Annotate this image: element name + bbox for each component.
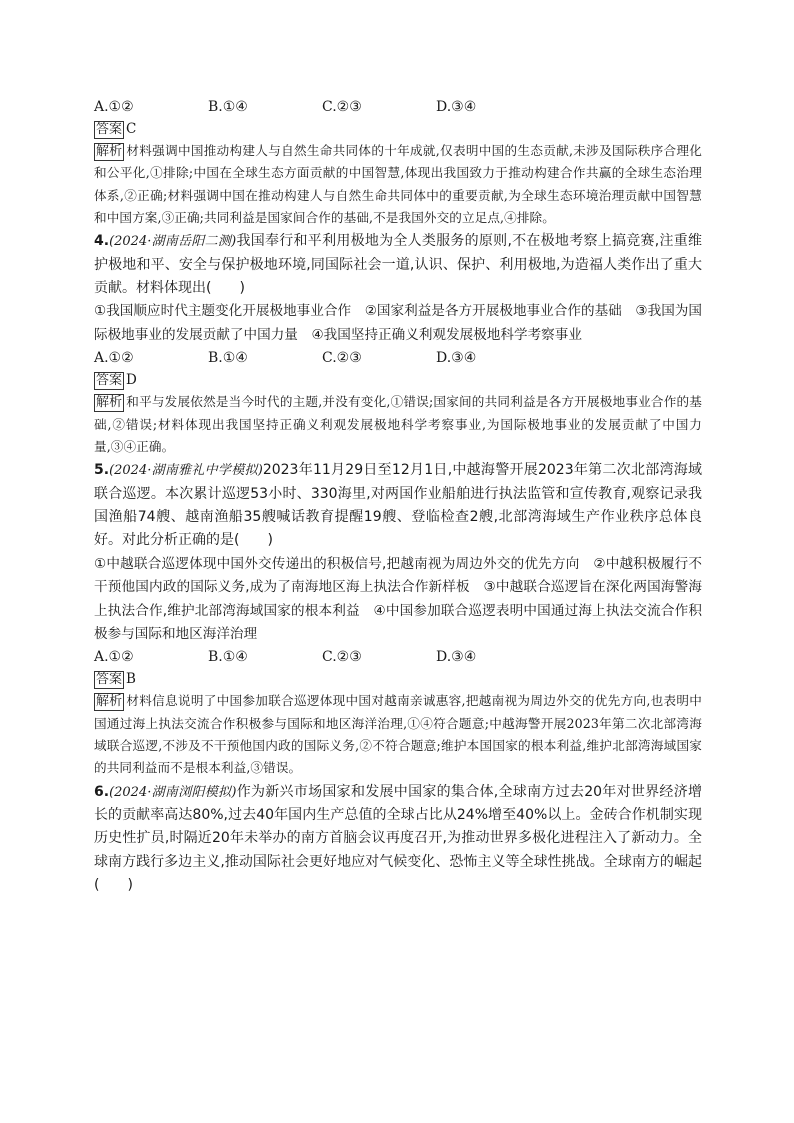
options-row — [94, 646, 702, 668]
question-number: 5. — [94, 462, 110, 479]
question-number: 4. — [94, 233, 110, 250]
explanation-text: 材料强调中国推动构建人与自然生命共同体的十年成就,仅表明中国的生态贡献,未涉及国际秩序合理化和公平化,①排除;中国在全球生态方面贡献的中国智慧,体现出我国致力于推动构建合作共赢的全球生态治理体系,②正确;材料强调中国在推动构建人与自然生命共同体中的重要贡献,为全球生态环境治理贡献中国智慧和中国方案,③正确;共同利益是国家间合作的基础,不是我国外交的立足点,④排除。 — [94, 143, 702, 225]
question-4-statements: ①我国顺应时代主题变化开展极地事业合作 ②国家利益是各方开展极地事业合作的基础 ③我国为国际极地事业的发展贡献了中国力量 ④我国坚持正确义利观发展极地科学考察事业 — [94, 303, 702, 343]
question-stem: 作为新兴市场国家和发展中国家的集合体,全球南方过去20年对世界经济增长的贡献率高达80%,过去40年国内生产总值的全球占比从24%增至40%以上。金砖合作机制实现历史性扩员,时隔近20年未举办的南方首脑会议再度召开,为推动世界多极化进程注入了新动力。全球南方践行多边主义,推动国际社会更好地应对气候变化、恐怖主义等全球性挑战。全球南方的崛起( ) — [94, 783, 702, 894]
options-row — [94, 347, 702, 369]
explain-tag: 解析 — [96, 395, 123, 411]
question-source: (2024·湖南雅礼中学模拟) — [109, 463, 263, 479]
explanation-text: 和平与发展依然是当今时代的主题,并没有变化,①错误;国家间的共同利益是各方开展极地事业合作的基础,②错误;材料体现出我国坚持正确义利观发展极地科学考察事业,为国际极地事业的发展贡献了中国力量,③④正确。 — [94, 394, 702, 454]
option-a: A.①② — [94, 99, 134, 115]
option-a: A.①② — [94, 350, 134, 367]
question-5 — [94, 459, 702, 553]
question-source: (2024·湖南浏阳模拟) — [109, 784, 237, 800]
option-b: B.①④ — [208, 350, 248, 367]
answer-tag: 答案 — [96, 122, 123, 137]
explanation-text: 材料信息说明了中国参加联合巡逻体现中国对越南亲诚惠容,把越南视为周边外交的优先方向,也表明中国通过海上执法交流合作积极参与国际和地区海洋治理,①④符合题意;中越海警开展2023年第二次北部湾海域联合巡逻,不涉及不干预他国内政的国际义务,②不符合题意;维护本国国家的根本利益,维护北部湾海域国家的共同利益而不是根本利益,③错误。 — [94, 693, 702, 776]
explain-tag: 解析 — [96, 694, 123, 710]
option-d: D.③④ — [436, 649, 477, 666]
option-b: B.①④ — [208, 99, 248, 115]
option-c: C.②③ — [322, 649, 362, 666]
question-source: (2024·湖南岳阳二测) — [109, 234, 237, 250]
question-5-statements: ①中越联合巡逻体现中国外交传递出的积极信号,把越南视为周边外交的优先方向 ②中越积极履行不干预他国内政的国际义务,成为了南海地区海上执法合作新样板 ③中越联合巡逻旨在深化两国海警海上执法合作,维护北部湾海域国家的根本利益 ④中国参加联合巡逻表明中国通过海上执法交流合作积极参与国际和地区海洋治理 — [94, 555, 702, 642]
question-stem: 2023年11月29日至12月1日,中越海警开展2023年第二次北部湾海域联合巡逻。本次累计巡逻53小时、330海里,对两国作业船舶进行执法监管和宣传教育,观察记录我国渔船74艘、越南渔船35艘喊话教育提醒19艘、登临检查2艘,北部湾海域生产作业秩序总体良好。对此分析正确的是( ) — [94, 462, 702, 549]
option-c: C.②③ — [322, 99, 362, 115]
answer-value: B — [126, 671, 136, 688]
explanation — [94, 140, 702, 229]
answer-value: C — [126, 121, 137, 137]
document-page — [94, 96, 702, 898]
answer-tag: 答案 — [96, 373, 123, 389]
answer-tag: 答案 — [96, 672, 123, 688]
answer-value: D — [126, 372, 137, 389]
option-c: C.②③ — [322, 350, 362, 367]
question-number: 6. — [94, 783, 110, 800]
options-row — [94, 96, 702, 118]
question-6 — [94, 781, 702, 898]
option-b: B.①④ — [208, 649, 248, 666]
answer-line — [94, 369, 702, 391]
question-4 — [94, 230, 702, 300]
option-d: D.③④ — [436, 99, 477, 115]
option-d: D.③④ — [436, 350, 477, 367]
explanation — [94, 690, 702, 779]
answer-line — [94, 118, 702, 140]
question-stem: 我国奉行和平利用极地为全人类服务的原则,不在极地考察上搞竞赛,注重维护极地和平、安全与保护极地环境,同国际社会一道,认识、保护、利用极地,为造福人类作出了重大贡献。材料体现出( ) — [94, 233, 702, 296]
option-a: A.①② — [94, 649, 134, 666]
explanation — [94, 391, 702, 458]
explain-tag: 解析 — [96, 144, 123, 159]
answer-line — [94, 668, 702, 690]
